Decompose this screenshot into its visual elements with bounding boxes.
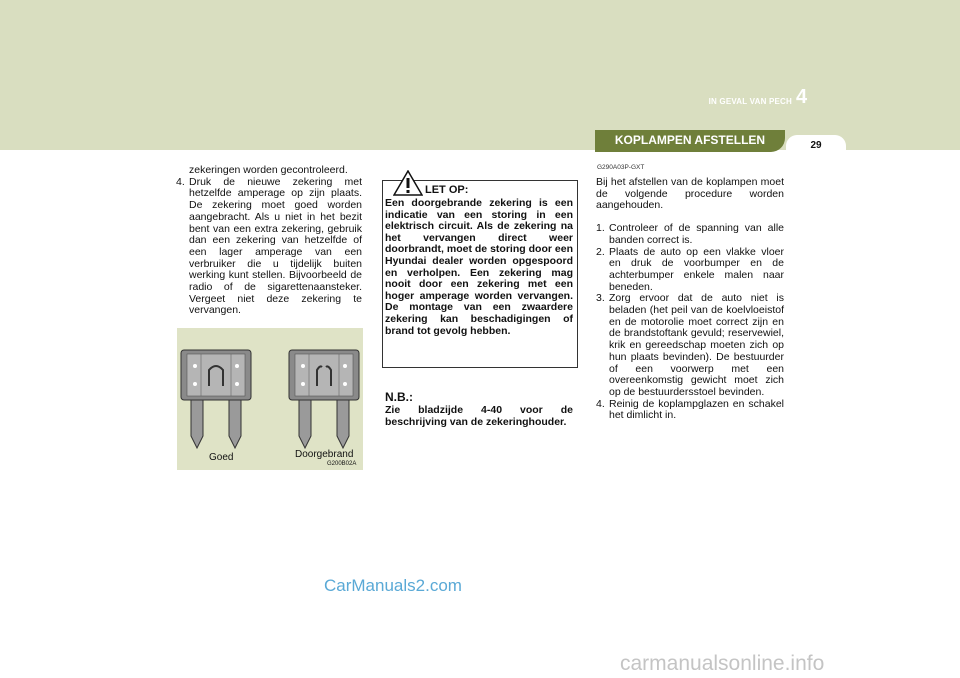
list-item: [176, 177, 362, 317]
page-number: 29: [786, 135, 846, 157]
note-text: Zie bladzijde 4-40 voor de beschrijving van de zekeringhouder.: [385, 404, 573, 428]
list-item: [596, 223, 784, 246]
list-text: Plaats de auto op een vlakke vloer en druk de voorbumper en de achterbumper enkele malen naar beneden.: [609, 245, 784, 293]
list-number: 2.: [596, 245, 605, 258]
list-text: Druk de nieuwe zekering met hetzelfde amperage op zijn plaats. De zekering moet goed worden aangebracht. Als u niet in het bezit bent van een extra zekering, gebruik dan een zekering van hetzelfde of een lager amperage van een verbruiker die u tijdelijk buiten werking kunt stellen. Bijvoorbeeld de radio of de sigarettenaansteker. Vergeet niet deze zekering te vervangen.: [189, 175, 362, 317]
list-text: Zorg ervoor dat de auto niet is beladen (het peil van de koelvloeistof en de motorolie moet correct zijn en de brandstoftank gevuld; reservewiel, krik en gereedschap moeten zich op hun plaats bevinden). De bestuurder of een voorwerp met een overeenkomstig gewicht moet zich op de bestuurdersstoel bevinden.: [609, 292, 784, 398]
continuation-text: zekeringen worden gecontroleerd.: [189, 164, 348, 176]
label-good: Goed: [209, 452, 234, 463]
list-item: [596, 399, 784, 422]
figure-code: G200B02A: [327, 461, 357, 467]
list-text: Controleer of de spanning van alle banden correct is.: [609, 222, 784, 246]
label-blown: Doorgebrand: [295, 449, 354, 460]
list-number: 4.: [596, 397, 605, 410]
section-tab: KOPLAMPEN AFSTELLEN: [595, 130, 785, 152]
header-band: [0, 0, 960, 150]
left-column: [176, 165, 362, 317]
list-number: 3.: [596, 292, 605, 305]
document-code: G290A03P-GXT: [597, 164, 645, 171]
watermark-online[interactable]: carmanualsonline.info: [620, 652, 825, 675]
list-item: [596, 247, 784, 294]
list-text: Reinig de koplampglazen en schakel het dimlicht in.: [609, 397, 784, 422]
good-fuse: [181, 350, 251, 448]
list-item: [596, 293, 784, 398]
list-number: 4.: [176, 175, 185, 188]
warning-text: Een doorgebrande zekering is een indicatie van een storing in een elektrisch circuit. Als de zekering na het vervangen direct weer doorbrandt, moet de storing door een Hyundai dealer worden opgespoord en verholpen. Een zekering mag nooit door een zekering met een hoger amperage worden vervangen. De montage van een zwaardere zekering kan beschadigingen of brand tot gevolg hebben.: [385, 197, 573, 337]
note-title: N.B.:: [385, 390, 413, 404]
blown-fuse: [289, 350, 359, 448]
right-column: [596, 177, 784, 422]
list-number: 1.: [596, 222, 605, 235]
warning-title: LET OP:: [425, 184, 469, 196]
watermark-carmanuals[interactable]: CarManuals2.com: [324, 576, 462, 595]
fuse-figure: [177, 328, 363, 470]
intro-text: Bij het afstellen van de koplampen moet de volgende procedure worden aangehouden.: [596, 176, 784, 212]
warning-icon: [393, 170, 423, 196]
chapter-title: IN GEVAL VAN PECH: [708, 97, 792, 106]
chapter-number: 4: [796, 86, 808, 108]
